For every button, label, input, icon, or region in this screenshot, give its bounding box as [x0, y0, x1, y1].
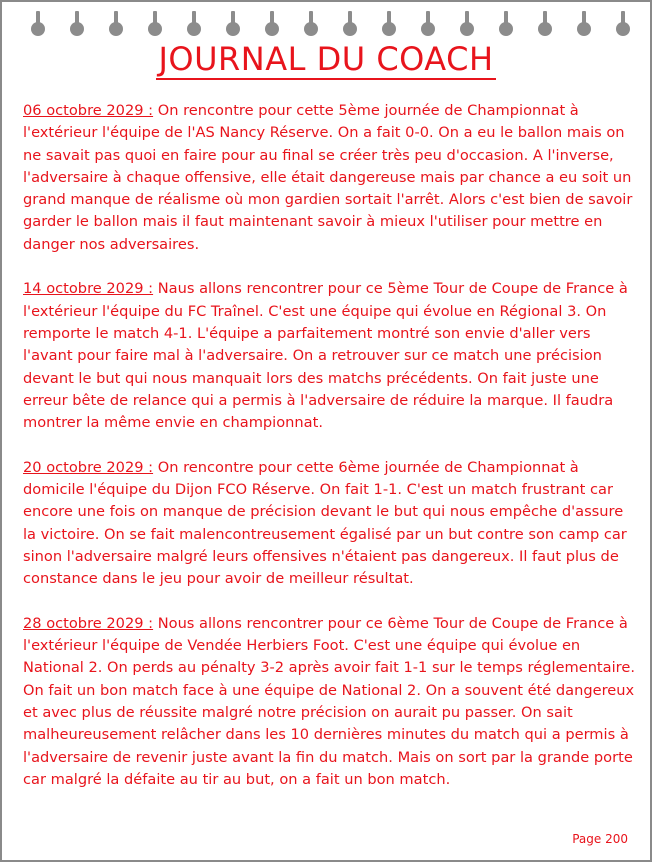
entry-date: 20 octobre 2029 : [23, 458, 154, 476]
journal-content [23, 100, 635, 814]
entry-date: 28 octobre 2029 : [23, 614, 154, 632]
page-number: Page 200 [572, 832, 628, 846]
journal-entry [23, 457, 635, 591]
page-title-text: JOURNAL DU COACH [158, 40, 494, 78]
entry-date: 06 octobre 2029 : [23, 102, 154, 119]
entry-text: Naus allons rencontrer pour ce 5ème Tour de Coupe de France à l'extérieur l'équipe du FC Traînel. C'est une équipe qui évolue en Régional 3. On remporte le match 4-1. L'équipe a parfaitement montré son envie d'aller vers l'avant pour faire mal à l'adversaire. On a retrouver sur ce match une précision devant le but qui nous manquait lors des matchs précédents. On fait juste une erreur bête de relance qui a permis à l'adversaire de réduire la marque. Il faudra montrer la même envie en championnat. [23, 280, 628, 432]
entry-text: On rencontre pour cette 5ème journée de Championnat à l'extérieur l'équipe de l'AS Nancy Réserve. On a fait 0-0. On a eu le ballon mais on ne savait pas quoi en faire pour au final se créer très peu d'occasion. A l'inverse, l'adversaire à chaque offensive, elle était dangereuse mais par chance a eu soit un grand manque de réalisme où mon gardien sortait l'arrêt. Alors c'est bien de savoir garder le ballon mais il faut maintenant savoir à mieux l'utiliser pour mettre en danger nos adversaires. [23, 102, 633, 253]
journal-entry [23, 613, 635, 791]
entry-text: Nous allons rencontrer pour ce 6ème Tour de Coupe de France à l'extérieur l'équipe de Vendée Herbiers Foot. C'est une équipe qui évolue en National 2. On perds au pénalty 3-2 après avoir fait 1-1 sur le temps réglementaire. On fait un bon match face à une équipe de National 2. On a souvent été dangereux et avec plus de réussite malgré notre précision on aurait pu passer. On sait malheureusement relâcher dans les 10 dernières minutes du match qui a permis à l'adversaire de revenir juste avant la fin du match. Mais on sort par la grande porte car malgré la défaite au tir au but, on a fait un bon match. [23, 614, 635, 788]
journal-entry [23, 100, 635, 256]
entry-date: 14 octobre 2029 : [23, 280, 154, 298]
journal-entry [23, 278, 635, 434]
entry-text: On rencontre pour cette 6ème journée de Championnat à domicile l'équipe du Dijon FCO Réserve. On fait 1-1. C'est un match frustrant car encore une fois on manque de précision devant le but qui nous empêche d'assure la victoire. On se fait malencontreusement égalisé par un but contre son camp car sinon l'adversaire malgré leurs offensives n'étaient pas dangereux. Il faut plus de constance dans le jeu pour avoir de meilleur résultat. [23, 458, 627, 588]
page-title [2, 40, 650, 80]
